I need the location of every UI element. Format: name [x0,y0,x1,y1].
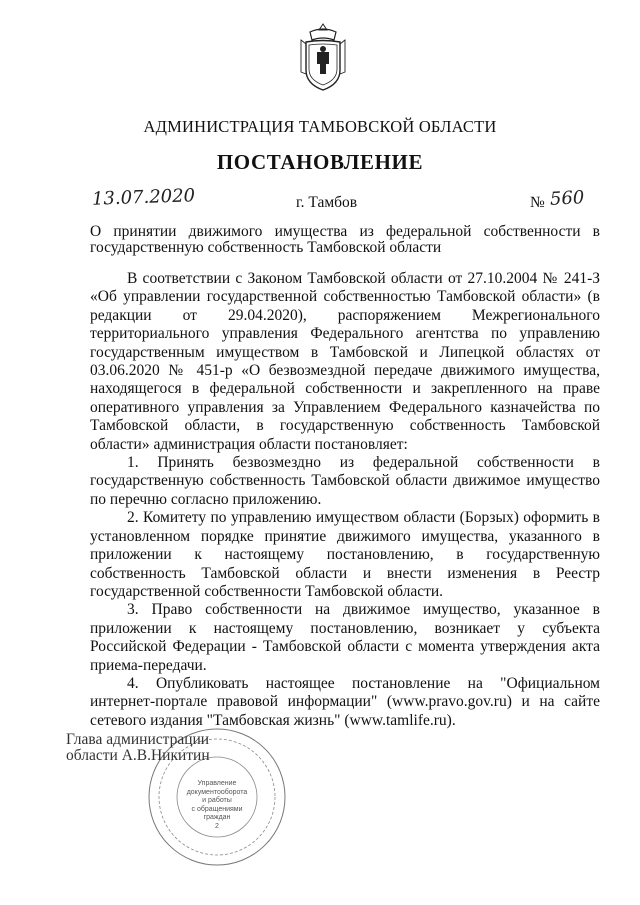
document-city: г. Тамбов [296,194,358,211]
clause-4: 4. Опубликовать настоящее постановление на "Официальном интернет-портале правовой информации" (www.pravo.gov.ru) и на сайте сетевого издания "Тамбовская жизнь" (www.tamlife.ru). [90,674,600,729]
stamp-line: граждан [203,814,231,821]
stamp-line: и работы [202,797,232,804]
stamp-line: 2 [215,822,219,830]
coat-of-arms-icon [298,22,348,92]
stamp-line: документооборота [186,788,248,796]
signature-block [66,732,210,764]
document-body [90,270,600,730]
document-subject: О принятии движимого имущества из федеральной собственности в государственную собственность Тамбовской области [90,223,600,256]
document-date: 13.07.2020 [91,185,196,210]
document-number-label: № [530,194,545,211]
document-type-title: ПОСТАНОВЛЕНИЕ [216,150,424,174]
signature-position: Глава администрации [66,731,210,748]
clause-3: 3. Право собственности на движимое имущество, указанное в приложении к настоящему постановлению, возникает у субъекта Российской Федерации - Тамбовской области с момента утверждения акта приема-передачи. [90,601,600,674]
stamp-line: Управление [197,780,237,787]
document-number: 560 [549,187,585,210]
clause-2: 2. Комитету по управлению имуществом области (Борзых) оформить в установленном порядке принятие движимого имущества, указанного в приложении к настоящему постановлению, в государственную собственность Тамбовской области и внести изменения в Реестр государственной собственности Тамбовской области. [90,509,600,600]
stamp-text [182,780,252,831]
signature-name: области А.В.Никитин [66,747,210,764]
stamp-line: с обращениями [191,805,243,813]
organization-name: АДМИНИСТРАЦИЯ ТАМБОВСКОЙ ОБЛАСТИ [143,117,497,136]
clause-1: 1. Принять безвозмездно из федеральной собственности в государственную собственность Тамбовской области движимое имущество по перечню согласно приложению. [90,454,600,508]
preamble-paragraph: В соответствии с Законом Тамбовской области от 27.10.2004 № 241-З «Об управлении государственной собственностью Тамбовской области» (в редакции от 29.04.2020), распоряжением Межрегионального территориального управления Федерального агентства по управлению государственным имуществом в Тамбовской и Липецкой областях от 03.06.2020 № 451-р «О безвозмездной передаче движимого имущества, находящегося в федеральной собственности и закрепленного на праве оперативного управления за Управлением Федерального казначейства по Тамбовской области, в государственную собственность Тамбовской области» администрация области постановляет: [90,270,600,453]
